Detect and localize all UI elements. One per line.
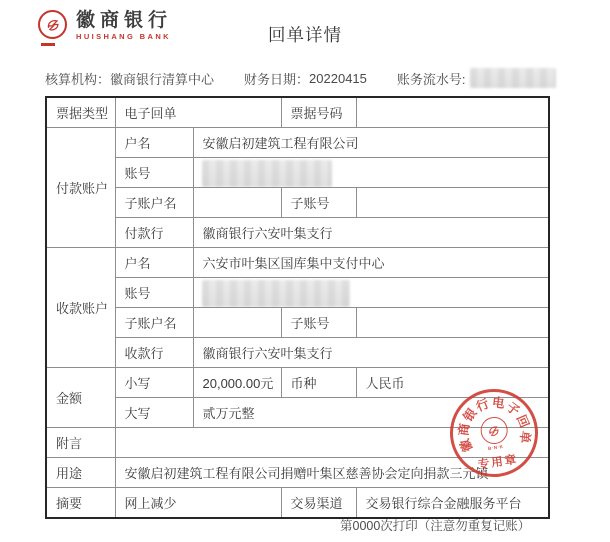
payer-account-redacted-value [202, 160, 332, 187]
accounting-org-label: 核算机构： [45, 71, 111, 87]
payer-sub-no-value [356, 188, 549, 218]
fiscal-date-label: 财务日期： [244, 71, 310, 87]
row-payer-name [46, 128, 549, 158]
fiscal-date-value: 20220415 [309, 70, 367, 86]
amount-lower-value: 20,000.00元 [193, 368, 281, 398]
bank-name-en: HUISHANG BANK [76, 32, 171, 41]
payee-account-value [193, 278, 549, 308]
info-bar [45, 68, 586, 88]
payer-account-value [193, 158, 549, 188]
payer-account-label: 账号 [115, 158, 193, 188]
serial-number [397, 68, 556, 88]
payee-account-redacted-value [202, 280, 350, 307]
row-payer-subaccount [46, 188, 549, 218]
channel-label: 交易渠道 [281, 488, 356, 519]
channel-value: 交易银行综合金融服务平台 [356, 488, 549, 519]
payer-sub-name-label: 子账户名 [115, 188, 193, 218]
stamp-arc-char: 回 [513, 412, 531, 430]
serial-number-redacted-value [470, 68, 556, 88]
summary-label: 摘要 [46, 488, 115, 519]
row-payee-name [46, 248, 549, 278]
payee-group-label: 收款账户 [46, 248, 115, 368]
stamp-bottom-text: 专用章 [477, 453, 520, 472]
page-title: 回单详情 [268, 25, 342, 45]
amount-lower-label: 小写 [115, 368, 193, 398]
print-count-note: 第0000次打印（注意勿重复记账） [340, 519, 531, 533]
payer-bank-value: 徽商银行六安叶集支行 [193, 218, 549, 248]
payee-name-value: 六安市叶集区国库集中支付中心 [193, 248, 549, 278]
electronic-seal-stamp [444, 383, 543, 482]
payee-bank-value: 徽商银行六安叶集支行 [193, 338, 549, 368]
payer-sub-name-value [193, 188, 281, 218]
stamp-arc-char: 行 [473, 396, 491, 414]
stamp-logo-subtext: B·N·K [487, 443, 504, 451]
payee-sub-name-value [193, 308, 281, 338]
row-payer-account [46, 158, 549, 188]
payee-sub-no-value [356, 308, 549, 338]
payer-bank-label: 付款行 [115, 218, 193, 248]
row-payee-subaccount [46, 308, 549, 338]
stamp-arc-char: 商 [456, 422, 472, 437]
payer-sub-no-label: 子账号 [281, 188, 356, 218]
currency-value: 人民币 [356, 368, 549, 398]
purpose-label: 用途 [46, 458, 115, 488]
postscript-label: 附言 [46, 428, 115, 458]
summary-value: 网上减少 [115, 488, 281, 519]
payer-name-label: 户名 [115, 128, 193, 158]
row-payee-account [46, 278, 549, 308]
bill-type-value: 电子回单 [115, 97, 281, 128]
serial-number-label: 账务流水号: [396, 71, 466, 87]
stamp-arc-char: 徽 [457, 436, 475, 454]
row-bill-type [46, 97, 549, 128]
amount-upper-label: 大写 [115, 398, 193, 428]
payee-bank-label: 收款行 [115, 338, 193, 368]
purpose-value: 安徽启初建筑工程有限公司捐赠叶集区慈善协会定向捐款三元镇 [115, 458, 549, 488]
payee-sub-no-label: 子账号 [281, 308, 356, 338]
stamp-arc-char: 单 [516, 429, 532, 444]
row-payer-bank [46, 218, 549, 248]
payee-account-label: 账号 [115, 278, 193, 308]
payer-name-value: 安徽启初建筑工程有限公司 [193, 128, 549, 158]
row-payee-bank [46, 338, 549, 368]
payer-group-label: 付款账户 [46, 128, 115, 248]
bank-name-cn: 徽商银行 [76, 10, 173, 31]
accounting-org-value: 徽商银行清算中心 [110, 71, 215, 87]
fiscal-date [244, 69, 367, 88]
currency-label: 币种 [281, 368, 356, 398]
stamp-arc-char: 电 [490, 395, 505, 411]
bill-no-label: 票据号码 [281, 97, 356, 128]
amount-group-label: 金额 [46, 368, 115, 428]
row-summary [46, 488, 549, 519]
stamp-arc-char: 子 [503, 399, 522, 418]
bill-no-value [356, 97, 549, 128]
payee-name-label: 户名 [115, 248, 193, 278]
bill-type-label: 票据类型 [46, 97, 115, 128]
amount-upper-value: 贰万元整 [193, 398, 549, 428]
stamp-arc-char: 银 [460, 405, 479, 424]
payee-sub-name-label: 子账户名 [115, 308, 193, 338]
accounting-org [45, 69, 214, 88]
